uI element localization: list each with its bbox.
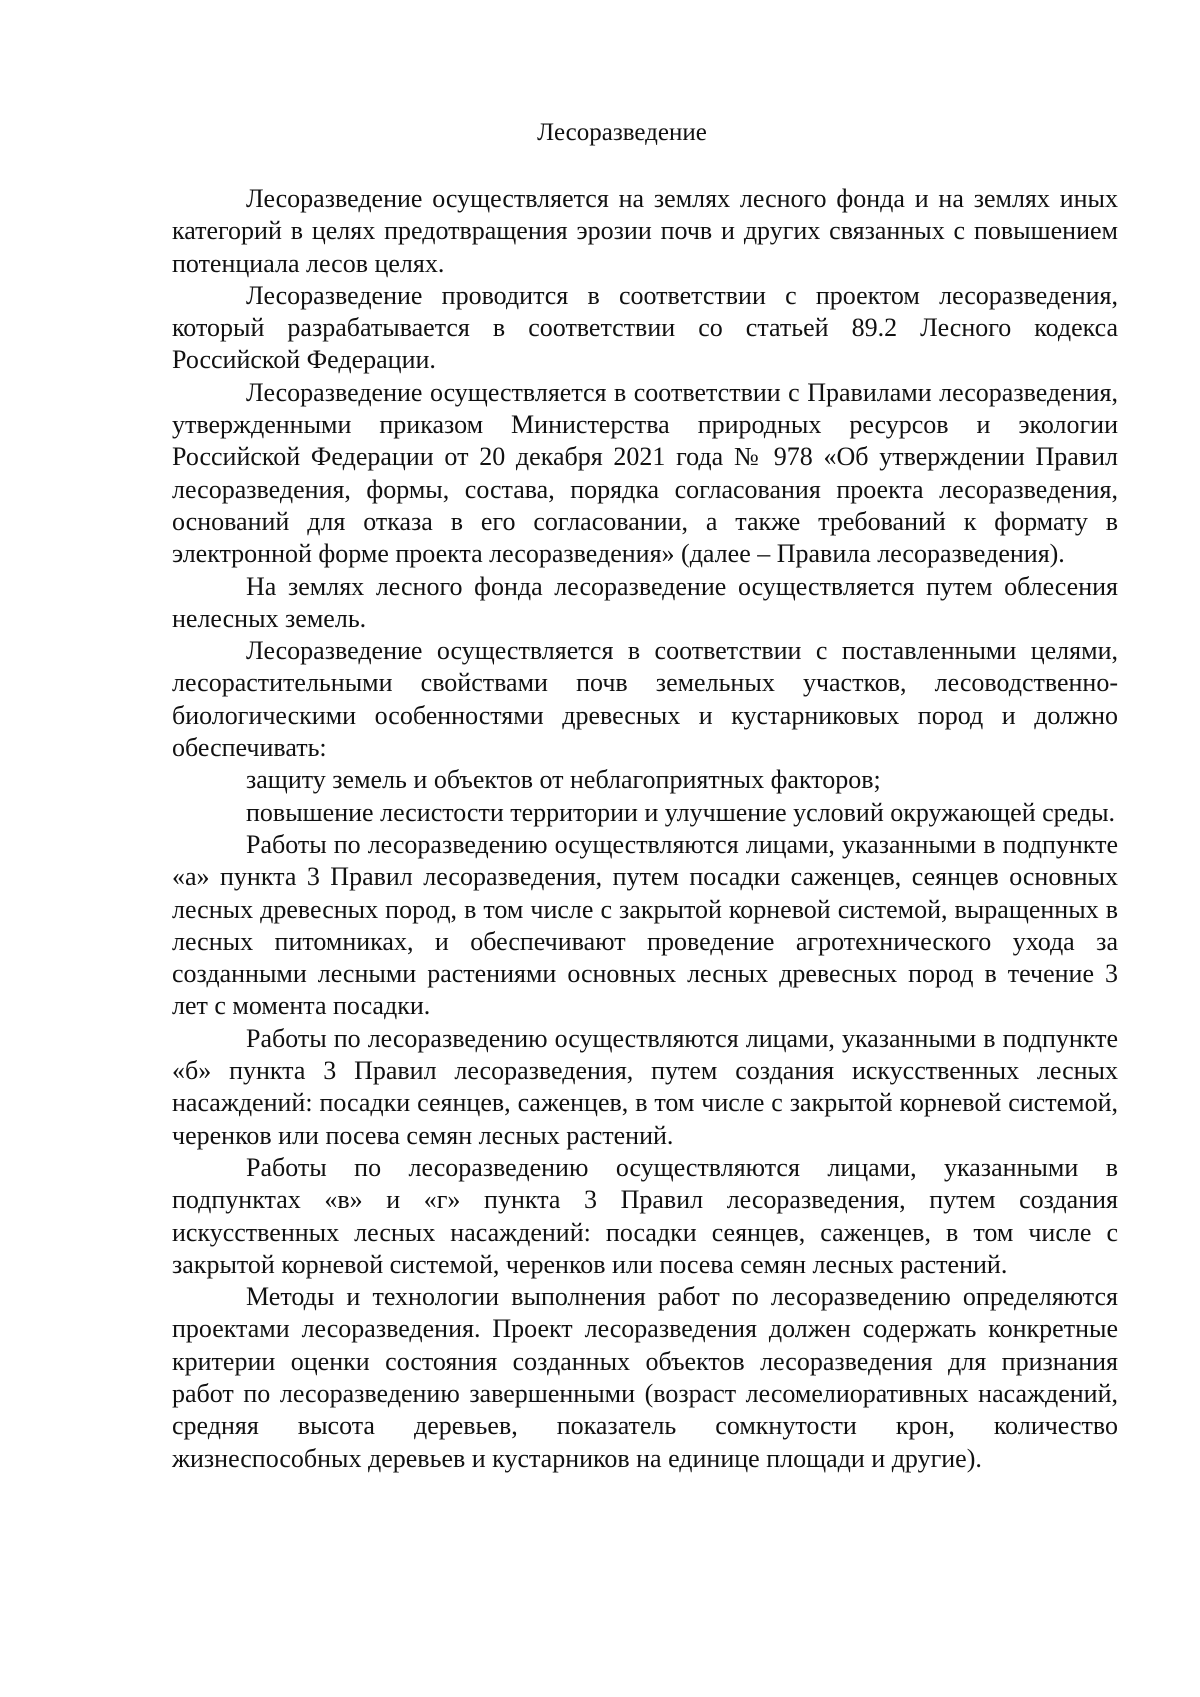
paragraph-6: Работы по лесоразведению осуществляются лицами, указанными в подпункте «а» пункта 3 Правил лесоразведения, путем посадки саженцев, сеянцев основных лесных древесных пород, в том числе с закрытой корневой системой, выращенных в лесных питомниках, и обеспечивают проведение агротехнического ухода за созданными лесными растениями основных лесных древесных пород в течение 3 лет с момента посадки. — [172, 829, 1118, 1021]
paragraph-9: Методы и технологии выполнения работ по лесоразведению определяются проектами лесоразведения. Проект лесоразведения должен содержать конкретные критерии оценки состояния созданных объектов лесоразведения для признания работ по лесоразведению завершенными (возраст лесомелиоративных насаждений, средняя высота деревьев, показатель сомкнутости крон, количество жизнеспособных деревьев и кустарников на единице площади и другие). — [172, 1282, 1118, 1473]
paragraph-8: Работы по лесоразведению осуществляются лицами, указанными в подпунктах «в» и «г» пункта 3 Правил лесоразведения, путем создания искусственных лесных насаждений: посадки сеянцев, саженцев, в том числе с закрытой корневой системой, черенков или посева семян лесных растений. — [172, 1152, 1118, 1279]
paragraph-4: На землях лесного фонда лесоразведение осуществляется путем облесения нелесных земель. — [172, 571, 1118, 633]
paragraph-7: Работы по лесоразведению осуществляются лицами, указанными в подпункте «б» пункта 3 Правил лесоразведения, путем создания искусственных лесных насаждений: посадки сеянцев, саженцев, в том числе с закрытой корневой системой, черенков или посева семян лесных растений. — [172, 1023, 1118, 1150]
paragraph-2: Лесоразведение проводится в соответствии с проектом лесоразведения, который разрабатывается в соответствии со статьей 89.2 Лесного кодекса Российской Федерации. — [172, 280, 1118, 375]
paragraph-5: Лесоразведение осуществляется в соответствии с поставленными целями, лесорастительными свойствами почв земельных участков, лесоводственно-биологическими особенностями древесных и кустарниковых пород и должно обеспечивать: — [172, 636, 1118, 763]
list-item-1: защиту земель и объектов от неблагоприятных факторов; — [246, 765, 881, 795]
paragraph-3: Лесоразведение осуществляется в соответствии с Правилами лесоразведения, утвержденными приказом Министерства природных ресурсов и экологии Российской Федерации от 20 декабря 2021 года № 978 «Об утверждении Правил лесоразведения, формы, состава, порядка согласования проекта лесоразведения, оснований для отказа в его согласовании, а также требований к формату в электронной форме проекта лесоразведения» (далее – Правила лесоразведения). — [172, 377, 1118, 569]
document-body — [172, 183, 1118, 1475]
document-title: Лесоразведение — [537, 119, 707, 146]
list-item-2: повышение лесистости территории и улучшение условий окружающей среды. — [246, 797, 1116, 827]
paragraph-1: Лесоразведение осуществляется на землях лесного фонда и на землях иных категорий в целях предотвращения эрозии почв и других связанных с повышением потенциала лесов целях. — [172, 184, 1118, 278]
